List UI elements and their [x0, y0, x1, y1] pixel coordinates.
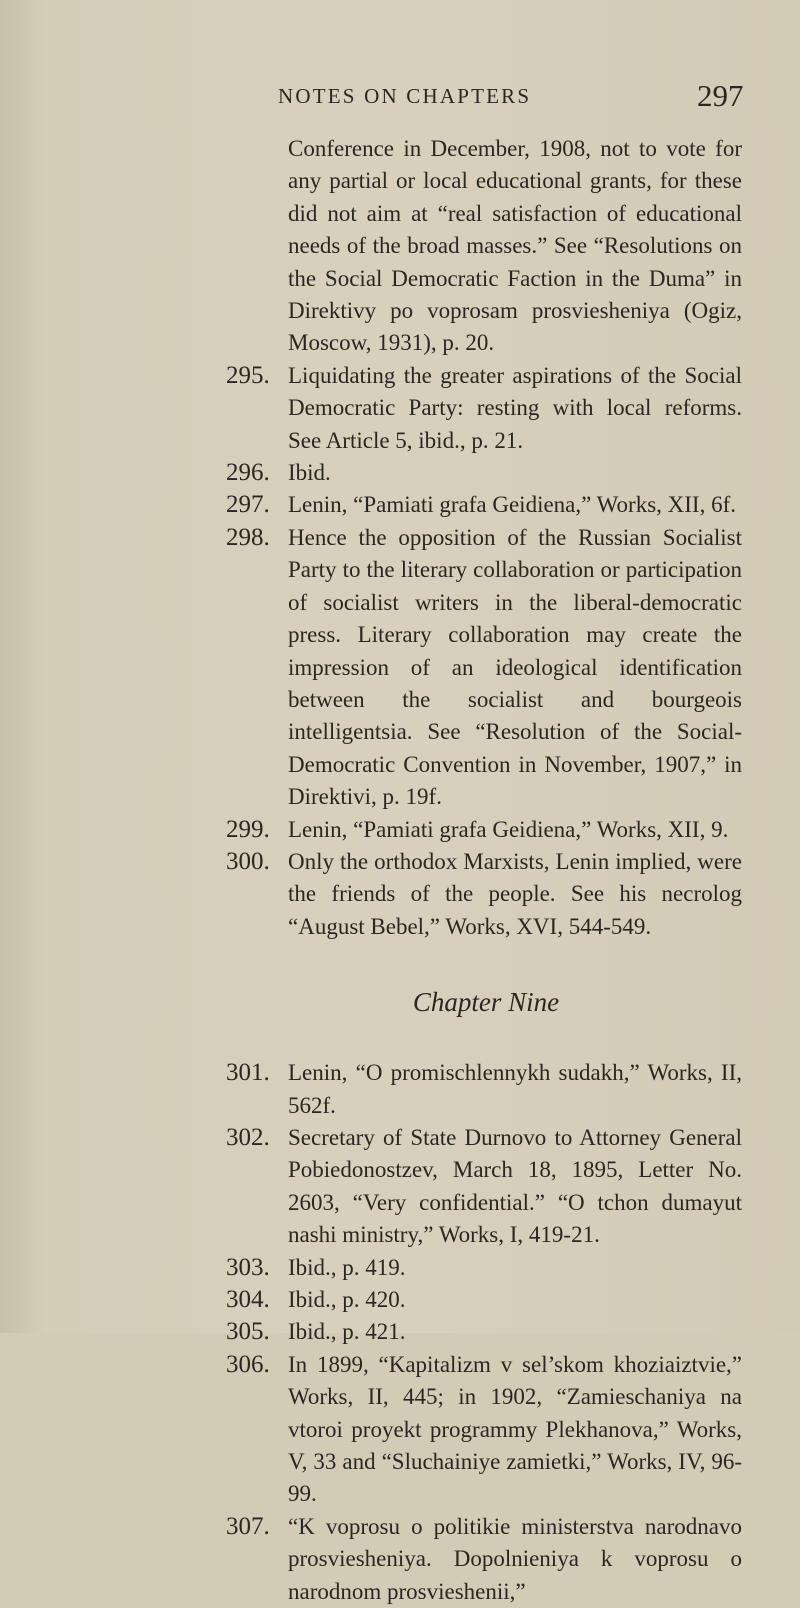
- note-number: 300.: [226, 847, 270, 875]
- chapter-heading: Chapter Nine: [412, 987, 560, 1018]
- note-number: 303.: [226, 1253, 270, 1281]
- note-301: [0, 1057, 800, 1122]
- note-text: Ibid., p. 421.: [288, 1319, 406, 1345]
- note-number: 297.: [226, 491, 270, 519]
- note-302: [0, 1122, 800, 1252]
- note-304: [0, 1284, 800, 1316]
- note-295: [0, 360, 800, 457]
- note-text: Lenin, “O promischlennykh sudakh,” Works, II, 562f.: [288, 1060, 742, 1118]
- note-300: [0, 846, 800, 943]
- note-text: Secretary of State Durnovo to Attorney General Pobiedonostzev, March 18, 1895, Letter No. 2603, “Very confidential.” “O tchon dumayut nashi ministry,” Works, I, 419-21.: [288, 1124, 742, 1248]
- note-number: 301.: [226, 1059, 270, 1087]
- note-text: Lenin, “Pamiati grafa Geidiena,” Works, XII, 6f.: [288, 492, 736, 518]
- note-text: Lenin, “Pamiati grafa Geidiena,” Works, XII, 9.: [288, 816, 729, 842]
- note-text: Ibid., p. 419.: [288, 1254, 406, 1280]
- note-number: 302.: [226, 1123, 270, 1151]
- notes-body: [0, 133, 800, 1608]
- note-number: 296.: [226, 459, 270, 487]
- note-text: In 1899, “Kapitalizm v sel’skom khoziaiztvie,” Works, II, 445; in 1902, “Zamieschaniya na vtoroi proyekt programmy Plekhanova,” Works, V, 33 and “Sluchainiye zamietki,” Works, IV, 96-99.: [288, 1351, 742, 1507]
- note-text: Ibid.: [288, 460, 331, 486]
- note-text: Ibid., p. 420.: [288, 1287, 406, 1312]
- note-number: 298.: [226, 523, 270, 551]
- note-299: [0, 814, 800, 846]
- note-text: Liquidating the greater aspirations of the Social Democratic Party: resting with local reforms. See Article 5, ibid., p. 21.: [288, 362, 742, 453]
- running-head: NOTES ON CHAPTERS: [278, 84, 532, 108]
- note-number: 307.: [226, 1512, 270, 1540]
- note-number: 305.: [226, 1318, 270, 1346]
- note-text: “K voprosu o politikie ministerstva narodnavo prosviesheniya. Dopolnieniya k voprosu o narodnom prosvieshenii,”: [288, 1513, 742, 1604]
- note-303: [0, 1252, 800, 1284]
- note-297: [0, 489, 800, 521]
- note-296: [0, 457, 800, 489]
- note-text: Only the orthodox Marxists, Lenin implied, were the friends of the people. See his necrolog “August Bebel,” Works, XVI, 544-549.: [288, 848, 742, 939]
- page-number: 297: [697, 78, 744, 113]
- note-continuation: Conference in December, 1908, not to vote for any partial or local educational grants, for these did not aim at “real satisfaction of educational needs of the broad masses.” See “Resolutions on the Social Democratic Faction in the Duma” in Direktivy po voprosam prosviesheniya (Ogiz, Moscow, 1931), p. 20.: [288, 136, 742, 356]
- note-number: 304.: [226, 1286, 270, 1313]
- note-306: [0, 1349, 800, 1511]
- page-header: [0, 78, 800, 118]
- note-text: Hence the opposition of the Russian Socialist Party to the literary collaboration or participation of socialist writers in the liberal-democratic press. Literary collaboration may create the impression of an ideological identification between the socialist and bourgeois intelligentsia. See “Resolution of the Social-Democratic Convention in November, 1907,” in Direktivi, p. 19f.: [288, 524, 742, 810]
- note-number: 295.: [226, 361, 270, 389]
- note-number: 299.: [226, 815, 270, 843]
- note-307: [0, 1511, 800, 1608]
- note-298: [0, 522, 800, 814]
- note-number: 306.: [226, 1350, 270, 1378]
